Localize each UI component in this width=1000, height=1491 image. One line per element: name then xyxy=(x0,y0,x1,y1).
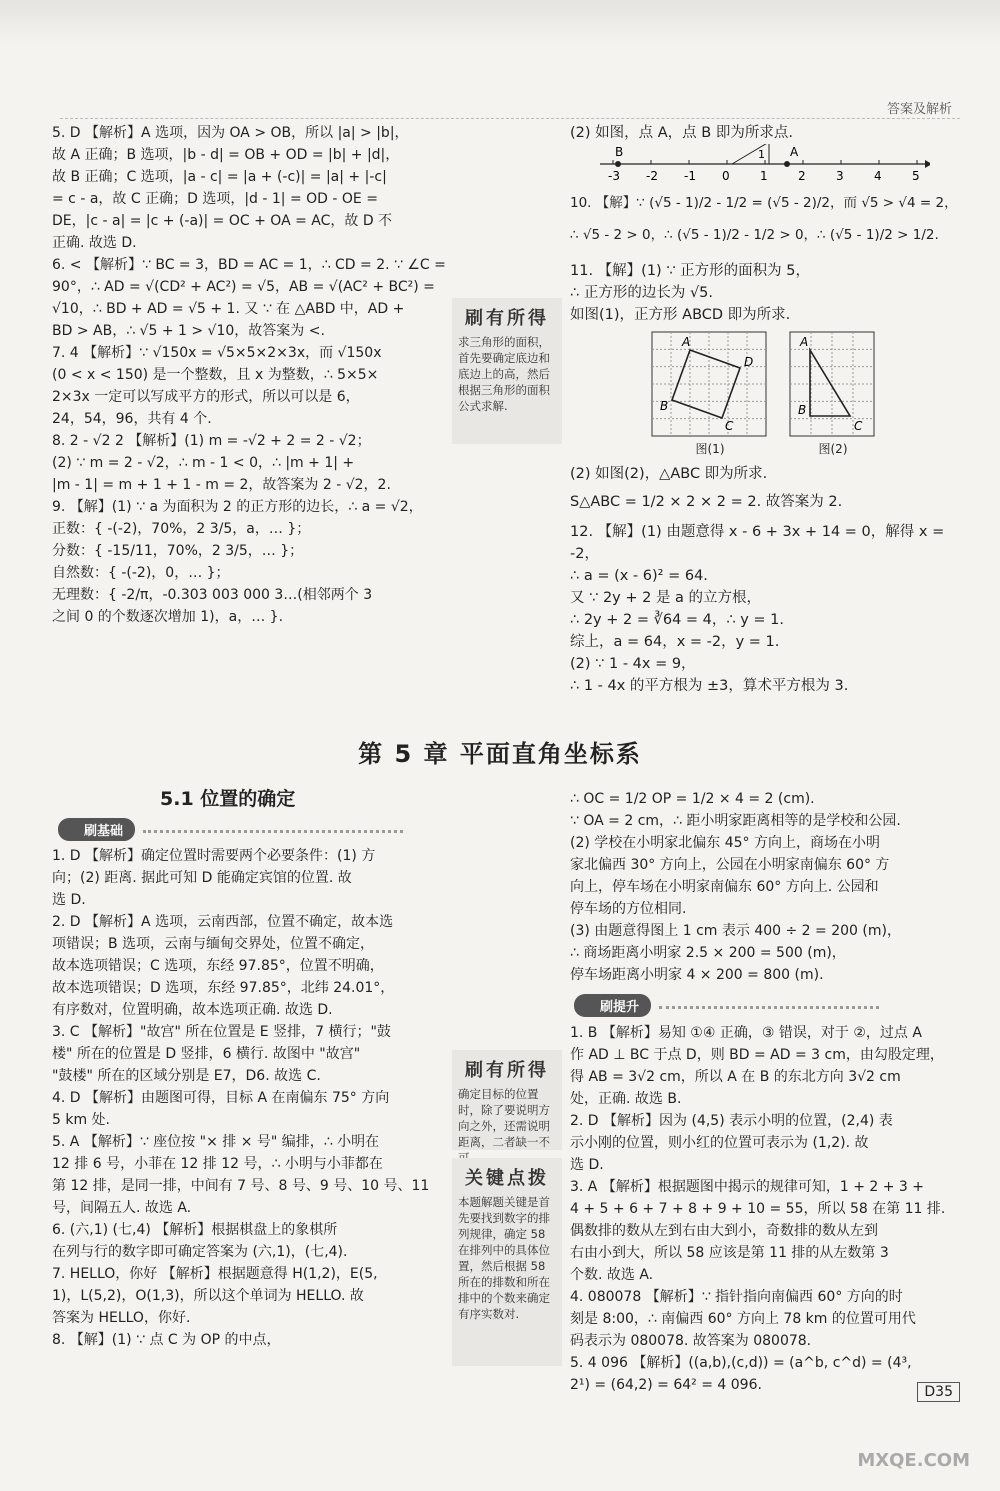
tick-label: 1 xyxy=(760,169,768,183)
left-bottom-line: 6. (六,1) (七,4) 【解析】根据棋盘上的象棋所 xyxy=(52,1222,338,1238)
vertex-label: C xyxy=(854,419,863,433)
right-bottom-line: ∴ OC = 1/2 OP = 1/2 × 4 = 2 (cm). xyxy=(570,791,815,807)
q11-line3: 如图(1)，正方形 ABCD 即为所求. xyxy=(570,307,791,323)
sidebar-note-2 xyxy=(452,1050,562,1150)
left-bottom-line: 第 12 排，是同一排，中间有 7 号、8 号、9 号、10 号、11 xyxy=(52,1178,430,1194)
left-bottom-line: 故本选项错误；D 选项，东经 97.85°，北纬 24.01°， xyxy=(52,980,395,996)
right-bottom-line: 作 AD ⊥ BC 于点 D，则 BD = AD = 3 cm，由勾股定理， xyxy=(570,1047,944,1063)
left-top-line: 2×3x 一定可以写成平方的形式，所以可以是 6， xyxy=(52,389,360,405)
shape-outline xyxy=(810,350,850,416)
q12-line4: ∴ 2y + 2 = ∛64 = 4，∴ y = 1. xyxy=(570,612,785,628)
vertex-label: D xyxy=(744,355,754,369)
right-column-bottom xyxy=(570,788,960,1396)
point-a-label: A xyxy=(790,145,799,159)
right-bottom-line: (3) 由题意得图上 1 cm 表示 400 ÷ 2 = 200 (m)， xyxy=(570,923,901,939)
q12-line2: ∴ a = (x - 6)² = 64. xyxy=(570,568,708,584)
left-bottom-line: 在列与行的数字即可确定答案为 (六,1)，(七,4). xyxy=(52,1244,348,1260)
left-column-top xyxy=(52,122,447,628)
header-divider xyxy=(60,118,960,119)
grid-fig2-drawing xyxy=(788,330,878,440)
vertex-label: B xyxy=(798,403,807,417)
left-top-line: 之间 0 的个数逐次增加 1)，a，… }. xyxy=(52,609,284,625)
left-top-line: = c - a，故 C 正确；D 选项，|d - 1| = OD - OE = xyxy=(52,191,378,207)
left-bottom-line: 故本选项错误；C 选项，东经 97.85°，位置不明确， xyxy=(52,958,384,974)
tick-label: 3 xyxy=(836,169,844,183)
tick-label: -3 xyxy=(608,169,620,183)
page-number: D35 xyxy=(917,1382,960,1402)
tick-label: 0 xyxy=(722,169,730,183)
left-bottom-line: 12 排 6 号，小菲在 12 排 12 号，∴ 小明与小菲都在 xyxy=(52,1156,383,1172)
vertex-label: A xyxy=(682,335,691,349)
left-top-line: 分数：{ -15/11，70%，2 3/5，… }； xyxy=(52,543,304,559)
tick-label: 5 xyxy=(912,169,920,183)
right-bottom-line: 4 + 5 + 6 + 7 + 8 + 9 + 10 = 55，所以 58 在第 11 排. xyxy=(570,1201,946,1217)
grid-fig1-drawing xyxy=(650,330,770,440)
chapter-title: 第 5 章 平面直角坐标系 xyxy=(358,740,642,768)
right-bottom-line: 偶数排的数从左到右由大到小，奇数排的数从左到 xyxy=(570,1223,878,1239)
right-bottom-line: 右由小到大，所以 58 应该是第 11 排的从左数第 3 xyxy=(570,1245,889,1261)
q11-part2: (2) 如图(2)，△ABC 即为所求. xyxy=(570,466,768,482)
q10-line2: ∴ √5 - 2 > 0，∴ (√5 - 1)/2 - 1/2 > 0，∴ (√5 - 1)/2 > 1/2. xyxy=(570,227,939,243)
right-bottom-line: 4. 080078 【解析】∵ 指针指向南偏西 60° 方向的时 xyxy=(570,1289,903,1305)
tag-basic xyxy=(58,818,403,840)
grid-fig2-caption: 图(2) xyxy=(818,442,848,456)
section-title: 5.1 位置的确定 xyxy=(160,788,296,810)
left-top-line: 故 A 正确；B 选项，|b - d| = OB + OD = |b| + |d|， xyxy=(52,147,400,163)
q11-line1: 11. 【解】(1) ∵ 正方形的面积为 5， xyxy=(570,263,810,279)
left-top-line: 24，54，96，共有 4 个. xyxy=(52,411,212,427)
tag-basic-label: 刷基础 xyxy=(58,818,135,841)
right-bottom-line: 1. B 【解析】易知 ①④ 正确，③ 错误，对于 ②，过点 A xyxy=(570,1025,922,1041)
sidebar-note-1-title: 刷有所得 xyxy=(465,308,549,329)
right-bottom-line: (2) 学校在小明家北偏东 45° 方向上，商场在小明 xyxy=(570,835,880,851)
left-bottom-line: "鼓楼" 所在的区域分别是 E7，D6. 故选 C. xyxy=(52,1068,321,1084)
right-bottom-part2 xyxy=(570,1022,960,1396)
right-bottom-line: 2¹) = (64,2) = 64² = 4 096. xyxy=(570,1377,762,1393)
sidebar-note-3-body: 本题解题关键是首先要找到数字的排列规律，确定 58 在排列中的具体位置，然后根据 58 所在的排数和所在排中的个数来确定有序实数对. xyxy=(458,1195,550,1321)
q12-line6: (2) ∵ 1 - 4x = 9， xyxy=(570,656,696,672)
q9-part2: (2) 如图，点 A，点 B 即为所求点. xyxy=(570,125,793,141)
vertex-label: B xyxy=(660,399,669,413)
left-column-bottom xyxy=(52,845,447,1351)
left-top-line: 6. < 【解析】∵ BC = 3，BD = AC = 1，∴ CD = 2. ∵ ∠C = xyxy=(52,257,446,273)
left-top-line: 7. 4 【解析】∵ √150x = √5×5×2×3x，而 √150x xyxy=(52,345,382,361)
q10-line1: 10. 【解】∵ (√5 - 1)/2 - 1/2 = (√5 - 2)/2，而 √5 > √4 = 2， xyxy=(570,195,958,211)
grid-fig1-caption: 图(1) xyxy=(695,442,725,456)
left-top-line: (0 < x < 150) 是一个整数，且 x 为整数，∴ 5×5× xyxy=(52,367,379,383)
left-top-line: 90°，∴ AD = √(CD² + AC²) = √5，AB = √(AC² + BC²) = xyxy=(52,279,435,295)
left-top-line: 9. 【解】(1) ∵ a 为面积为 2 的正方形的边长，∴ a = √2， xyxy=(52,499,423,515)
grid-fig1 xyxy=(650,330,770,457)
left-top-line: 正数：{ -(-2)，70%，2 3/5，a，… }； xyxy=(52,521,311,537)
sidebar-note-3 xyxy=(452,1158,562,1366)
grid-figures xyxy=(650,330,960,457)
left-top-line: DE，|c - a| = |c + (-a)| = OC + OA = AC，故 D 不 xyxy=(52,213,393,229)
triangle-side-label: 1 xyxy=(758,148,765,161)
right-bottom-line: 家北偏西 30° 方向上，公园在小明家南偏东 60° 方 xyxy=(570,857,890,873)
q11-area: S△ABC = 1/2 × 2 × 2 = 2. 故答案为 2. xyxy=(570,494,843,510)
right-bottom-line: 得 AB = 3√2 cm，所以 A 在 B 的东北方向 3√2 cm xyxy=(570,1069,901,1085)
left-bottom-line: 选 D. xyxy=(52,892,86,908)
sidebar-note-2-body: 确定目标的位置时，除了要说明方向之外，还需说明距离，二者缺一不 xyxy=(458,1087,550,1149)
left-bottom-line: 4. D 【解析】由题图可得，目标 A 在南偏东 75° 方向 xyxy=(52,1090,390,1106)
q12-line1: 12. 【解】(1) 由题意得 x - 6 + 3x + 14 = 0，解得 x = -2， xyxy=(570,524,945,562)
left-bottom-line: 1)，L(5,2)，O(1,3)，所以这个单词为 HELLO. 故 xyxy=(52,1288,364,1304)
tick-label: -1 xyxy=(684,169,696,183)
tick-label: 4 xyxy=(874,169,882,183)
left-bottom-line: 3. C 【解析】"故宫" 所在位置是 E 竖排，7 横行；"鼓 xyxy=(52,1024,391,1040)
left-top-line: √10，∴ BD + AD = √5 + 1. 又 ∵ 在 △ABD 中，AD + xyxy=(52,301,405,317)
right-column-top xyxy=(570,122,960,697)
left-top-line: BD > AB，∴ √5 + 1 > √10，故答案为 <. xyxy=(52,323,325,339)
right-bottom-part1 xyxy=(570,788,960,986)
right-bottom-line: 向上，停车场在小明家南偏东 60° 方向上. 公园和 xyxy=(570,879,879,895)
left-bottom-line: 楼" 所在的位置是 D 竖排，6 横行. 故图中 "故宫" xyxy=(52,1046,361,1062)
sidebar-note-3-title: 关键点拨 xyxy=(465,1168,549,1189)
left-bottom-line: 有序数对，位置明确，故本选项正确. 故选 D. xyxy=(52,1002,333,1018)
left-top-line: (2) ∵ m = 2 - √2，∴ m - 1 < 0，∴ |m + 1| + xyxy=(52,455,355,471)
left-bottom-line: 向；(2) 距离. 据此可知 D 能确定宾馆的位置. 故 xyxy=(52,870,352,886)
scan-shadow xyxy=(0,0,1000,45)
right-bottom-line: 处，正确. 故选 B. xyxy=(570,1091,682,1107)
left-top-line: 正确. 故选 D. xyxy=(52,235,137,251)
vertex-label: C xyxy=(725,419,734,433)
right-bottom-line: 3. A 【解析】根据题图中揭示的规律可知，1 + 2 + 3 + xyxy=(570,1179,924,1195)
left-top-line: 8. 2 - √2 2 【解析】(1) m = -√2 + 2 = 2 - √2； xyxy=(52,433,371,449)
q12-line7: ∴ 1 - 4x 的平方根为 ±3，算术平方根为 3. xyxy=(570,678,849,694)
sidebar-note-1-body: 求三角形的面积，首先要确定底边和底边上的高，然后根据三角形的面积公式求解. xyxy=(458,335,550,413)
tick-label: -2 xyxy=(646,169,658,183)
left-top-line: 自然数：{ -(-2)，0，… }； xyxy=(52,565,230,581)
point-b-label: B xyxy=(615,145,624,159)
left-top-line: 无理数：{ -2/π，-0.303 003 000 3…(相邻两个 3 xyxy=(52,587,373,603)
right-bottom-line: 个数. 故选 A. xyxy=(570,1267,654,1283)
left-bottom-line: 5 km 处. xyxy=(52,1112,111,1128)
left-bottom-line: 项错误；B 选项，云南与缅甸交界处，位置不确定， xyxy=(52,936,375,952)
right-bottom-line: 示小刚的位置，则小红的位置可表示为 (1,2). 故 xyxy=(570,1135,869,1151)
right-bottom-line: ∵ OA = 2 cm，∴ 距小明家距离相等的是学校和公园. xyxy=(570,813,901,829)
tag-advanced-label: 刷提升 xyxy=(574,994,651,1017)
sidebar-note-2-title: 刷有所得 xyxy=(465,1060,549,1081)
right-bottom-line: 5. 4 096 【解析】((a,b),(c,d)) = (a^b, c^d) = (4³, xyxy=(570,1355,912,1371)
grid-fig2 xyxy=(788,330,878,457)
right-bottom-line: 2. D 【解析】因为 (4,5) 表示小明的位置，(2,4) 表 xyxy=(570,1113,893,1129)
right-bottom-line: 码表示为 080078. 故答案为 080078. xyxy=(570,1333,812,1349)
left-bottom-line: 8. 【解】(1) ∵ 点 C 为 OP 的中点， xyxy=(52,1332,281,1348)
tag-advanced xyxy=(574,994,960,1016)
left-bottom-line: 2. D 【解析】A 选项，云南西部，位置不确定，故本选 xyxy=(52,914,394,930)
header-label: 答案及解析 xyxy=(886,102,952,117)
left-bottom-line: 5. A 【解析】∵ 座位按 "× 排 × 号" 编排，∴ 小明在 xyxy=(52,1134,380,1150)
left-bottom-line: 1. D 【解析】确定位置时需要两个必要条件：(1) 方 xyxy=(52,848,376,864)
q12-line3: 又 ∵ 2y + 2 是 a 的立方根， xyxy=(570,590,762,606)
watermark-text: MXQE.COM xyxy=(857,1450,970,1471)
left-top-line: |m - 1| = m + 1 + 1 - m = 2，故答案为 2 - √2，2. xyxy=(52,477,391,493)
sidebar-note-1 xyxy=(452,298,562,444)
left-bottom-line: 7. HELLO，你好 【解析】根据题意得 H(1,2)，E(5, xyxy=(52,1266,378,1282)
right-bottom-line: 刻是 8:00，∴ 南偏西 60° 方向上 78 km 的位置可用代 xyxy=(570,1311,916,1327)
right-bottom-line: 停车场距离小明家 4 × 200 = 800 (m). xyxy=(570,967,824,983)
left-bottom-line: 答案为 HELLO，你好. xyxy=(52,1310,191,1326)
left-bottom-line: 号，间隔五人. 故选 A. xyxy=(52,1200,192,1216)
tick-label: 2 xyxy=(798,169,806,183)
left-top-line: 5. D 【解析】A 选项，因为 OA > OB，所以 |a| > |b|， xyxy=(52,125,409,141)
right-bottom-line: 停车场的方位相同. xyxy=(570,901,687,917)
right-bottom-line: 选 D. xyxy=(570,1157,604,1173)
q11-line2: ∴ 正方形的边长为 √5. xyxy=(570,285,714,301)
number-line-figure xyxy=(570,144,930,184)
right-bottom-line: ∴ 商场距离小明家 2.5 × 200 = 500 (m)， xyxy=(570,945,846,961)
vertex-label: A xyxy=(800,335,809,349)
left-top-line: 故 B 正确；C 选项，|a - c| = |a + (-c)| = |a| + |-c| xyxy=(52,169,387,185)
q12-line5: 综上，a = 64，x = -2，y = 1. xyxy=(570,634,780,650)
